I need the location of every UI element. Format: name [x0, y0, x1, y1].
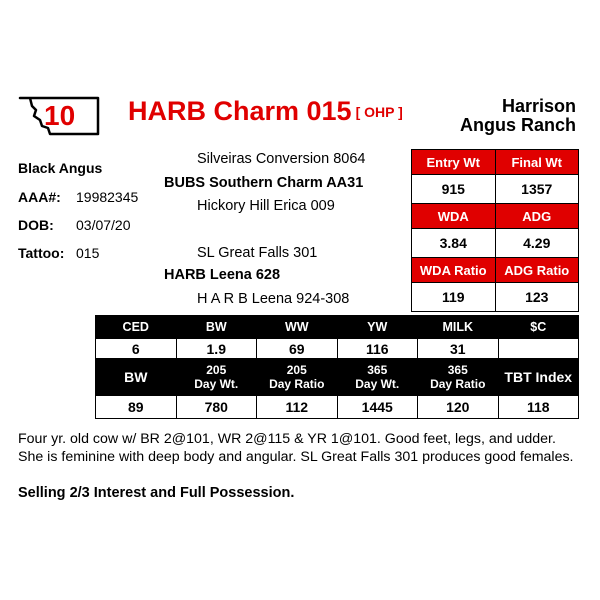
- perf-value-365-ratio: 120: [418, 396, 499, 419]
- final-wt-value: 1357: [495, 175, 579, 204]
- epd-header-ww: WW: [257, 316, 338, 339]
- epd-value-bw: 1.9: [176, 339, 257, 359]
- adg-ratio-value: 123: [495, 283, 579, 312]
- animal-name: HARB Charm 015: [128, 96, 352, 126]
- perf-header-205-ratio: 205 Day Ratio: [257, 359, 338, 396]
- epd-value-dollar-c: [498, 339, 579, 359]
- epd-header-yw: YW: [337, 316, 418, 339]
- final-wt-header: Final Wt: [495, 150, 579, 175]
- wda-header: WDA: [412, 204, 496, 229]
- perf-header-365-ratio: 365 Day Ratio: [418, 359, 499, 396]
- aaa-value: 19982345: [76, 189, 139, 205]
- perf-value-bw: 89: [96, 396, 177, 419]
- animal-title: [128, 96, 403, 127]
- lot-number: 10: [44, 100, 76, 131]
- adg-header: ADG: [495, 204, 579, 229]
- breed: Black Angus: [18, 160, 103, 176]
- ranch-name-line1: Harrison: [501, 96, 576, 116]
- entry-wt-header: Entry Wt: [412, 150, 496, 175]
- perf-value-365-wt: 1445: [337, 396, 418, 419]
- ohp-tag: [ OHP ]: [355, 104, 403, 120]
- aaa-label: AAA#:: [18, 189, 61, 205]
- selling-terms: Selling 2/3 Interest and Full Possession.: [18, 485, 295, 501]
- pedigree-sire-sire: Silveiras Conversion 8064: [197, 151, 366, 167]
- perf-value-205-wt: 780: [176, 396, 257, 419]
- ranch-name-line2: Angus Ranch: [459, 115, 576, 135]
- dob-label: DOB:: [18, 217, 54, 233]
- perf-header-tbt-index: TBT Index: [498, 359, 579, 396]
- epd-value-ww: 69: [257, 339, 338, 359]
- dob-value: 03/07/20: [76, 217, 131, 233]
- perf-header-bw: BW: [96, 359, 177, 396]
- tattoo-label: Tattoo:: [18, 245, 65, 261]
- perf-header-205-wt: 205 Day Wt.: [176, 359, 257, 396]
- epd-value-ced: 6: [96, 339, 177, 359]
- perf-header-365-wt: 365 Day Wt.: [337, 359, 418, 396]
- adg-ratio-header: ADG Ratio: [495, 258, 579, 283]
- pedigree-sire-dam: Hickory Hill Erica 009: [197, 198, 335, 214]
- epd-table: [95, 315, 579, 419]
- epd-header-dollar-c: $C: [498, 316, 579, 339]
- epd-header-bw: BW: [176, 316, 257, 339]
- pedigree-dam-sire: SL Great Falls 301: [197, 245, 318, 261]
- weights-table: [411, 149, 579, 312]
- pedigree-dam: HARB Leena 628: [164, 267, 281, 283]
- entry-wt-value: 915: [412, 175, 496, 204]
- epd-value-yw: 116: [337, 339, 418, 359]
- adg-value: 4.29: [495, 229, 579, 258]
- pedigree-dam-dam: H A R B Leena 924-308: [197, 291, 350, 307]
- perf-value-205-ratio: 112: [257, 396, 338, 419]
- epd-header-milk: MILK: [418, 316, 499, 339]
- epd-header-ced: CED: [96, 316, 177, 339]
- tattoo-value: 015: [76, 245, 100, 261]
- ranch-name: [460, 97, 576, 135]
- wda-value: 3.84: [412, 229, 496, 258]
- wda-ratio-value: 119: [412, 283, 496, 312]
- lot-description: Four yr. old cow w/ BR 2@101, WR 2@115 & YR 1@101. Good feet, legs, and udder. She is feminine with deep body and angular. SL Great Falls 301 produces good females.: [18, 431, 574, 465]
- epd-value-milk: 31: [418, 339, 499, 359]
- pedigree-sire: BUBS Southern Charm AA31: [164, 175, 364, 191]
- wda-ratio-header: WDA Ratio: [412, 258, 496, 283]
- perf-value-tbt-index: 118: [498, 396, 579, 419]
